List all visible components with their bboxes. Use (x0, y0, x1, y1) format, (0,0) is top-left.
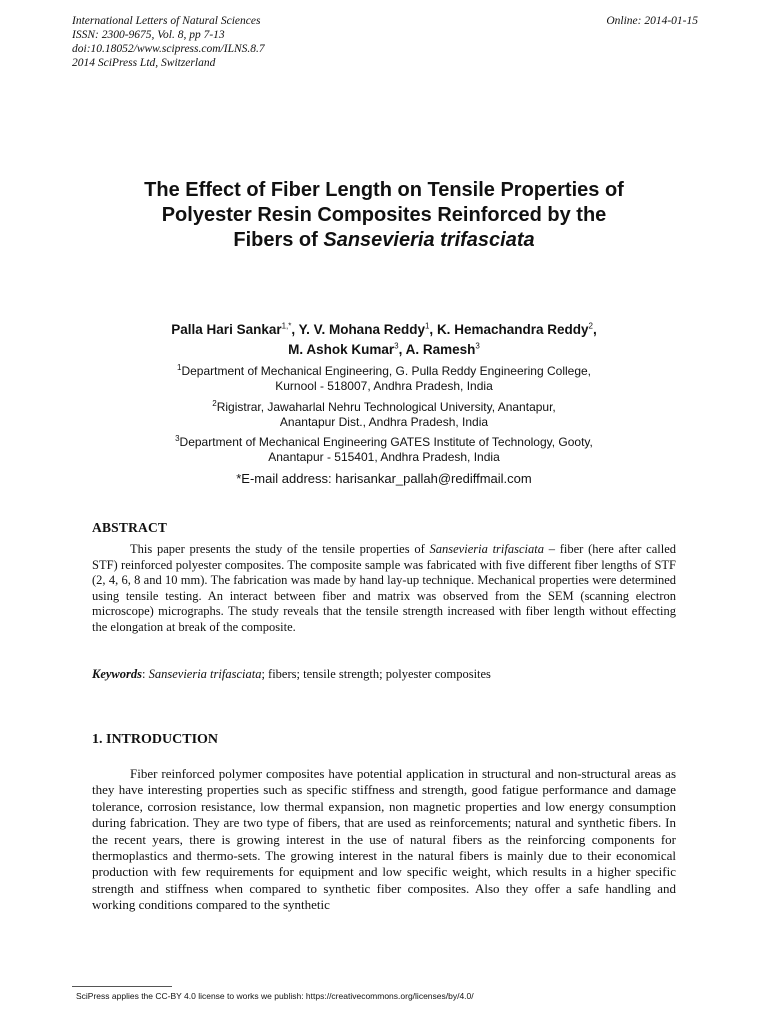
journal-copyright: 2014 SciPress Ltd, Switzerland (72, 57, 216, 69)
author-sup: 2 (588, 321, 593, 331)
author-separator: , (592, 322, 597, 337)
abstract-text-part: This paper presents the study of the tensile properties of (130, 542, 430, 556)
affiliation-sup: 3 (175, 434, 180, 443)
keywords-rest: ; fibers; tensile strength; polyester composites (261, 667, 491, 681)
corresponding-email: *E-mail address: harisankar_pallah@rediffmail.com (236, 471, 532, 486)
author-name: A. Ramesh (405, 342, 476, 357)
author-sup: 3 (394, 341, 399, 351)
affiliation (60, 364, 708, 394)
affiliation-line: Kurnool - 518007, Andhra Pradesh, India (275, 379, 493, 393)
keywords-species: Sansevieria trifasciata (148, 667, 262, 681)
introduction-body: Fiber reinforced polymer composites have potential application in structural and non-structural areas as they have interesting properties such as specific stiffness and strength, good fatigue performance and damage tolerance, corrosion resistance, low thermal expansion, non magnetic properties and low energy consumption during fabrication. They are two type of fibers, that are used as reinforcements; natural and synthetic fibers. In the recent years, there is growing interest in the use of natural fibers as the reinforcing components for thermoplastics and thermo-sets. The growing interest in the natural fibers is mainly due to their economical production with few requirements for equipment and low specific weight, which results in a higher specific strength and stiffness when compared to synthetic fiber composites. Also they offer a safe handling and working conditions compared to the synthetic (92, 766, 676, 913)
title-line-2: Polyester Resin Composites Reinforced by the (161, 204, 607, 226)
title-line-3-prefix: Fibers of (233, 229, 324, 251)
author-separator: , (398, 342, 406, 357)
keywords-colon: : (142, 667, 149, 681)
title-line-1: The Effect of Fiber Length on Tensile Properties of (144, 179, 624, 201)
affiliation-line: Department of Mechanical Engineering GATES Institute of Technology, Gooty, (179, 435, 593, 449)
affiliation-sup: 1 (176, 363, 182, 372)
author-separator: , (429, 322, 437, 337)
paper-title (60, 178, 708, 253)
author-separator: , (291, 322, 299, 337)
affiliation-line: Anantapur Dist., Andhra Pradesh, India (279, 415, 489, 429)
affiliation-line: Department of Mechanical Engineering, G. Pulla Reddy Engineering College, (181, 364, 592, 378)
abstract-text-part: – fiber (here after called STF) reinforced polyester composites. The composite sample was fabricated with five different fiber lengths of STF (2, 4, 6, 8 and 10 mm). The fabrication was made by hand lay-up technique. Mechanical properties were determined using tensile testing. An interact between fiber and matrix was observed from the SEM (scanning electron microscope) micrographs. The study reveals that the tensile strength increased with fiber length without effecting the elongation at break of the composite. (92, 542, 676, 634)
journal-doi: doi:10.18052/www.scipress.com/ILNS.8.7 (72, 43, 265, 55)
introduction-heading: 1. INTRODUCTION (92, 732, 219, 747)
abstract-body (92, 542, 676, 636)
keywords (92, 667, 676, 683)
keywords-label: Keywords (92, 667, 142, 681)
journal-header (72, 14, 432, 70)
journal-issn: ISSN: 2300-9675, Vol. 8, pp 7-13 (72, 29, 225, 41)
author-sup: 1 (424, 321, 430, 331)
author-name: M. Ashok Kumar (288, 342, 395, 357)
title-species: Sansevieria trifasciata (323, 229, 535, 251)
online-date: Online: 2014-01-15 (606, 15, 698, 27)
abstract-species: Sansevieria trifasciata (429, 542, 544, 556)
affiliation-line: Anantapur - 515401, Andhra Pradesh, India (268, 450, 500, 464)
affiliation (60, 400, 708, 430)
author-sup: 1,* (281, 321, 292, 331)
affiliation-sup: 2 (212, 399, 217, 408)
license-footer: SciPress applies the CC-BY 4.0 license to works we publish: https://creativecommons.org/licenses/by/4.0/ (76, 991, 474, 1001)
affiliation-line: Rigistrar, Jawaharlal Nehru Technological University, Anantapur, (216, 400, 556, 414)
footer-divider (72, 986, 172, 987)
author-list (60, 320, 708, 360)
author-name: Y. V. Mohana Reddy (298, 322, 425, 337)
affiliation (60, 435, 708, 465)
abstract-heading: ABSTRACT (92, 520, 168, 535)
author-name: Palla Hari Sankar (171, 322, 282, 337)
author-name: K. Hemachandra Reddy (436, 322, 589, 337)
author-sup: 3 (475, 341, 480, 351)
journal-name: International Letters of Natural Sciences (72, 15, 261, 27)
